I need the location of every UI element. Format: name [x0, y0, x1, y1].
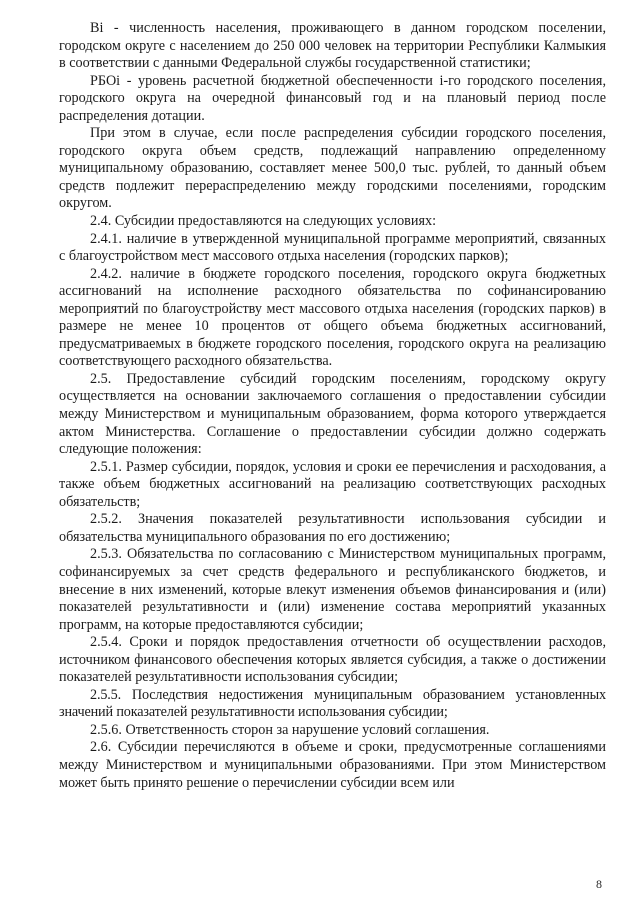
clause-2-5-6: 2.5.6. Ответственность сторон за нарушение условий соглашения. [90, 721, 490, 738]
paragraph-bi-definition: Bi - численность населения, проживающего в данном городском поселении, городском округе с населением до 250 000 человек на территории Республики Калмыкия в соответствии с данными Федеральной службы государственной статистики; [59, 20, 606, 72]
clause-2-5-1: 2.5.1. Размер субсидии, порядок, условия и сроки ее перечисления и расходования, а также объем бюджетных ассигнований на реализацию соответствующих расходных обязательств; [59, 458, 606, 510]
clause-2-5: 2.5. Предоставление субсидий городским поселениям, городскому округу осуществляется на основании заключаемого соглашения о предоставлении субсидии между Министерством и муниципальным образованием, форма которого утверждается актом Министерства. Соглашение о предоставлении субсидии должно содержать следующие положения: [59, 370, 606, 458]
clause-2-4-1: 2.4.1. наличие в утвержденной муниципальной программе мероприятий, связанных с благоустройством мест массового отдыха населения (городских парков); [59, 230, 606, 265]
paragraph-redistribution: При этом в случае, если после распределения субсидии городского поселения, городского округа объем средств, подлежащий направлению определенному муниципальному образованию, составляет менее 500,0 тыс. рублей, то данный объем средств подлежит перераспределению между городскими поселениями, городским округом. [59, 125, 606, 212]
clause-2-6: 2.6. Субсидии перечисляются в объеме и сроки, предусмотренные соглашениями между Министерством и муниципальными образованиями. При этом Министерством может быть принято решение о перечислении субсидии всем или [59, 739, 606, 791]
document-body [59, 20, 606, 792]
clause-2-5-2: 2.5.2. Значения показателей результативности использования субсидии и обязательства муниципального образования по его достижению; [59, 511, 606, 545]
clause-2-4: 2.4. Субсидии предоставляются на следующих условиях: [90, 213, 437, 230]
clause-2-4-2: 2.4.2. наличие в бюджете городского поселения, городского округа бюджетных ассигнований на исполнение расходного обязательства по софинансированию мероприятий по благоустройству мест массового отдыха населения (городских парков) в размере не менее 10 процентов от общего объема бюджетных ассигнований, предусматриваемых в бюджете городского поселения, городского округа на реализацию соответствующего расходного обязательства. [59, 265, 606, 370]
clause-2-5-3: 2.5.3. Обязательства по согласованию с Министерством муниципальных программ, софинансируемых за счет средств федерального и республиканского бюджетов, и внесение в них изменений, которые влекут изменения объемов финансирования и (или) показателей результативности и (или) изменение состава мероприятий указанных программ, на которые предоставляются субсидии; [59, 546, 606, 633]
paragraph-rbo-definition: РБОi - уровень расчетной бюджетной обеспеченности i-го городского поселения, городского округа на очередной финансовый год и на плановый период после распределения дотации. [59, 72, 606, 124]
page-number: 8 [596, 877, 602, 891]
clause-2-5-5: 2.5.5. Последствия недостижения муниципальным образованием установленных значений показателей результативности использования субсидии; [59, 686, 606, 721]
clause-2-5-4: 2.5.4. Сроки и порядок предоставления отчетности об осуществлении расходов, источником финансового обеспечения которых является субсидия, а также о достижении показателей результативности использования субсидии; [59, 634, 606, 686]
